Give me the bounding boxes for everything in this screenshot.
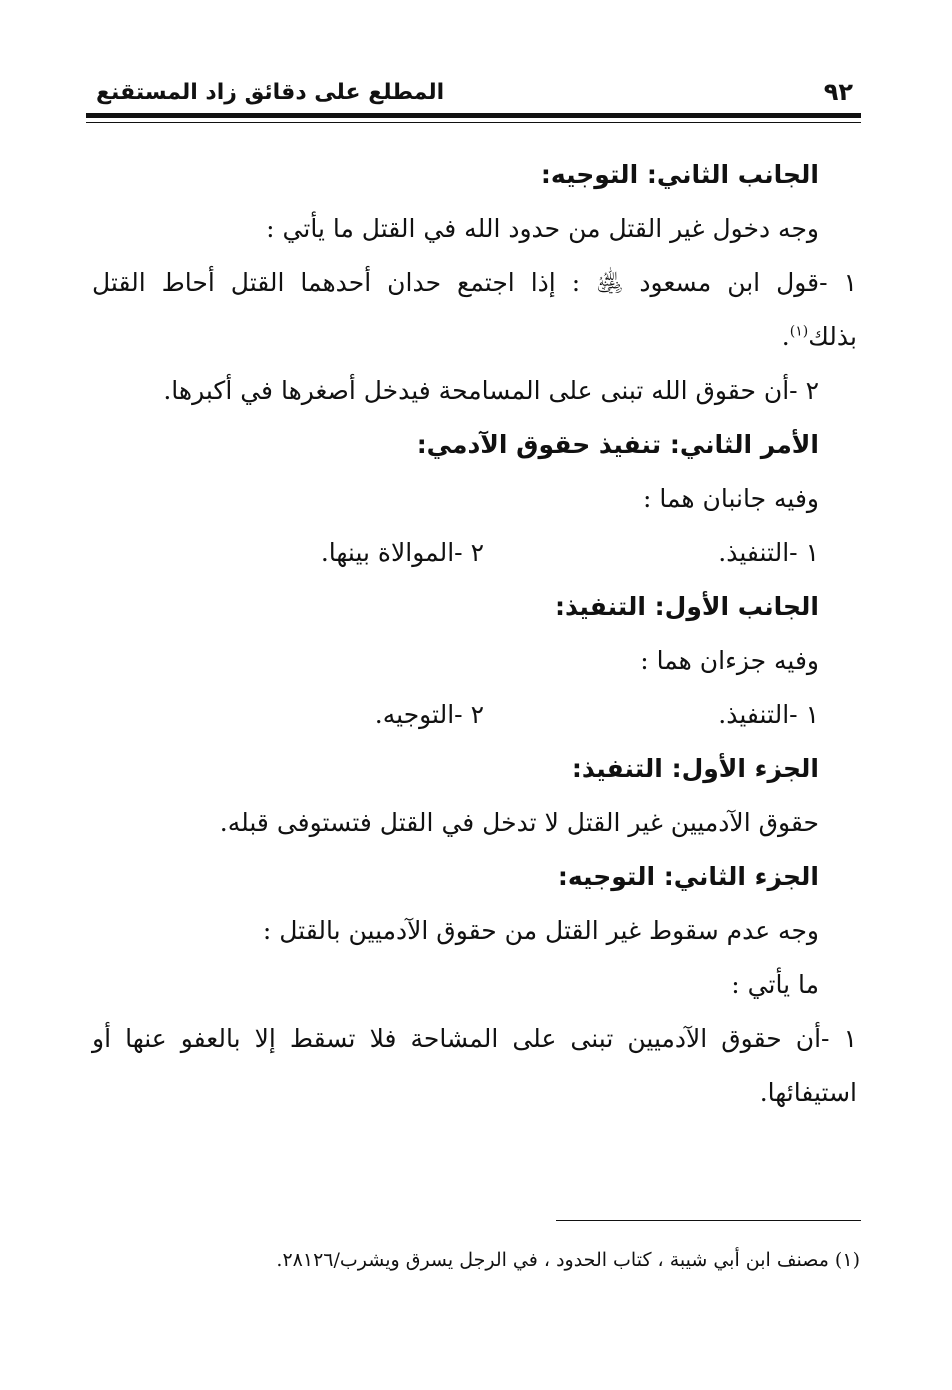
list-item: ١ -التنفيذ. — [718, 538, 819, 567]
paragraph-line: وجه دخول غير القتل من حدود الله في القتل ما يأتي : — [266, 214, 819, 243]
list-item: ٢ -التوجيه. — [374, 700, 484, 729]
paragraph-line: ١ -قول ابن مسعود ﵁ : إذا اجتمع حدان أحدهما القتل أحاط القتل — [92, 268, 857, 297]
two-column-list — [92, 688, 857, 742]
section-heading: الأمر الثاني: تنفيذ حقوق الآدمي: — [416, 430, 819, 459]
two-column-list — [92, 526, 857, 580]
list-item: ٢ -الموالاة بينها. — [320, 538, 484, 567]
footnote: (١) مصنف ابن أبي شيبة ، كتاب الحدود ، في الرجل يسرق ويشرب/٢٨١٢٦. — [276, 1249, 860, 1271]
section-heading: الجزء الثاني: التوجيه: — [557, 862, 819, 891]
section-heading: الجزء الأول: التنفيذ: — [571, 754, 819, 783]
paragraph-line: وجه عدم سقوط غير القتل من حقوق الآدميين بالقتل : — [262, 916, 819, 945]
paragraph-line: حقوق الآدميين غير القتل لا تدخل في القتل فتستوفى قبله. — [219, 808, 819, 837]
paragraph-line: وفيه جانبان هما : — [642, 484, 819, 513]
paragraph-line: استيفائها. — [759, 1078, 857, 1107]
section-heading: الجانب الثاني: التوجيه: — [540, 160, 819, 189]
header-rule-thin — [86, 122, 861, 123]
paragraph-line: ٢ -أن حقوق الله تبنى على المسامحة فيدخل أصغرها في أكبرها. — [163, 376, 819, 405]
paragraph-line: ١ -أن حقوق الآدميين تبنى على المشاحة فلا تسقط إلا بالعفو عنها أو — [92, 1024, 857, 1053]
footnote-rule — [556, 1220, 861, 1221]
paragraph-text: بذلك — [808, 322, 857, 351]
list-item: ١ -التنفيذ. — [718, 700, 819, 729]
header-rule-thick — [86, 113, 861, 118]
running-header — [88, 78, 861, 112]
paragraph-line: وفيه جزءان هما : — [640, 646, 819, 675]
book-title: المطلع على دقائق زاد المستقنع — [96, 80, 445, 105]
section-heading: الجانب الأول: التنفيذ: — [554, 592, 819, 621]
paragraph-line-with-footnote: بذلك$^{(١)}$. — [781, 322, 857, 351]
footnote-reference: (١) — [789, 323, 809, 340]
paragraph-line: ما يأتي : — [731, 970, 819, 999]
main-text — [92, 148, 857, 1120]
page-number: ٩٢ — [823, 78, 853, 106]
